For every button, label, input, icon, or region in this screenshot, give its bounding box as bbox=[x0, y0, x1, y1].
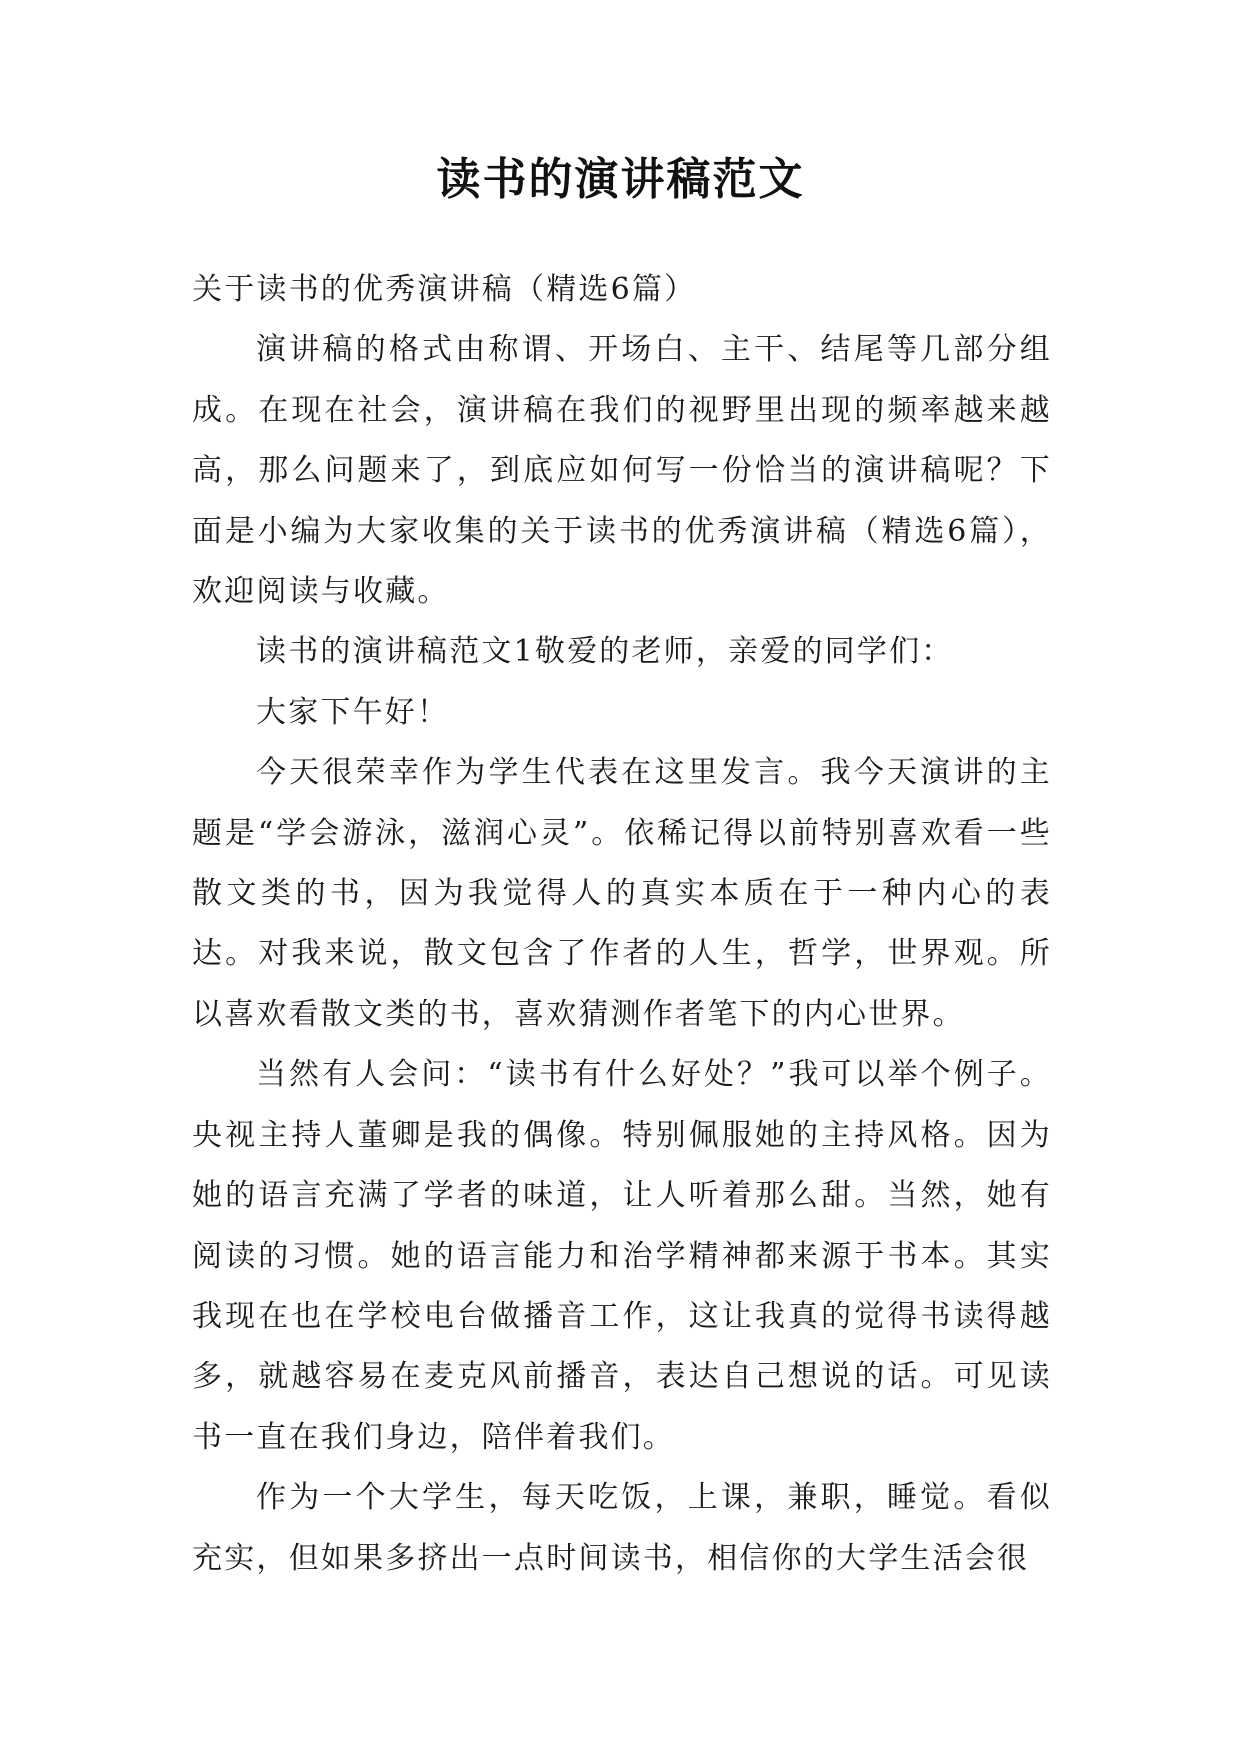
paragraph: 作为一个大学生，每天吃饭，上课，兼职，睡觉。看似充实，但如果多挤出一点时间读书，相信你的大学生活会很 bbox=[192, 1480, 1052, 1576]
paragraph: 读书的演讲稿范文1敬爱的老师，亲爱的同学们： bbox=[256, 634, 954, 670]
paragraph: 关于读书的优秀演讲稿（精选6篇） bbox=[192, 272, 697, 307]
paragraph: 演讲稿的格式由称谓、开场白、主干、结尾等几部分组成。在现在社会，演讲稿在我们的视野里出现的频率越来越高，那么问题来了，到底应如何写一份恰当的演讲稿呢？下面是小编为大家收集的关于读书的优秀演讲稿（精选6篇），欢迎阅读与收藏。 bbox=[192, 332, 1052, 610]
document-title: 读书的演讲稿范文 bbox=[436, 154, 805, 205]
paragraph: 大家下午好！ bbox=[256, 694, 450, 730]
document-body bbox=[192, 260, 1052, 1589]
paragraph: 今天很荣幸作为学生代表在这里发言。我今天演讲的主题是“学会游泳，滋润心灵”。依稀记得以前特别喜欢看一些散文类的书，因为我觉得人的真实本质在于一种内心的表达。对我来说，散文包含了作者的人生，哲学，世界观。所以喜欢看散文类的书，喜欢猜测作者笔下的内心世界。 bbox=[192, 755, 1052, 1032]
paragraph: 当然有人会问：“读书有什么好处？”我可以举个例子。央视主持人董卿是我的偶像。特别佩服她的主持风格。因为她的语言充满了学者的味道，让人听着那么甜。当然，她有阅读的习惯。她的语言能力和治学精神都来源于书本。其实我现在也在学校电台做播音工作，这让我真的觉得书读得越多，就越容易在麦克风前播音，表达自己想说的话。可见读书一直在我们身边，陪伴着我们。 bbox=[192, 1057, 1052, 1455]
